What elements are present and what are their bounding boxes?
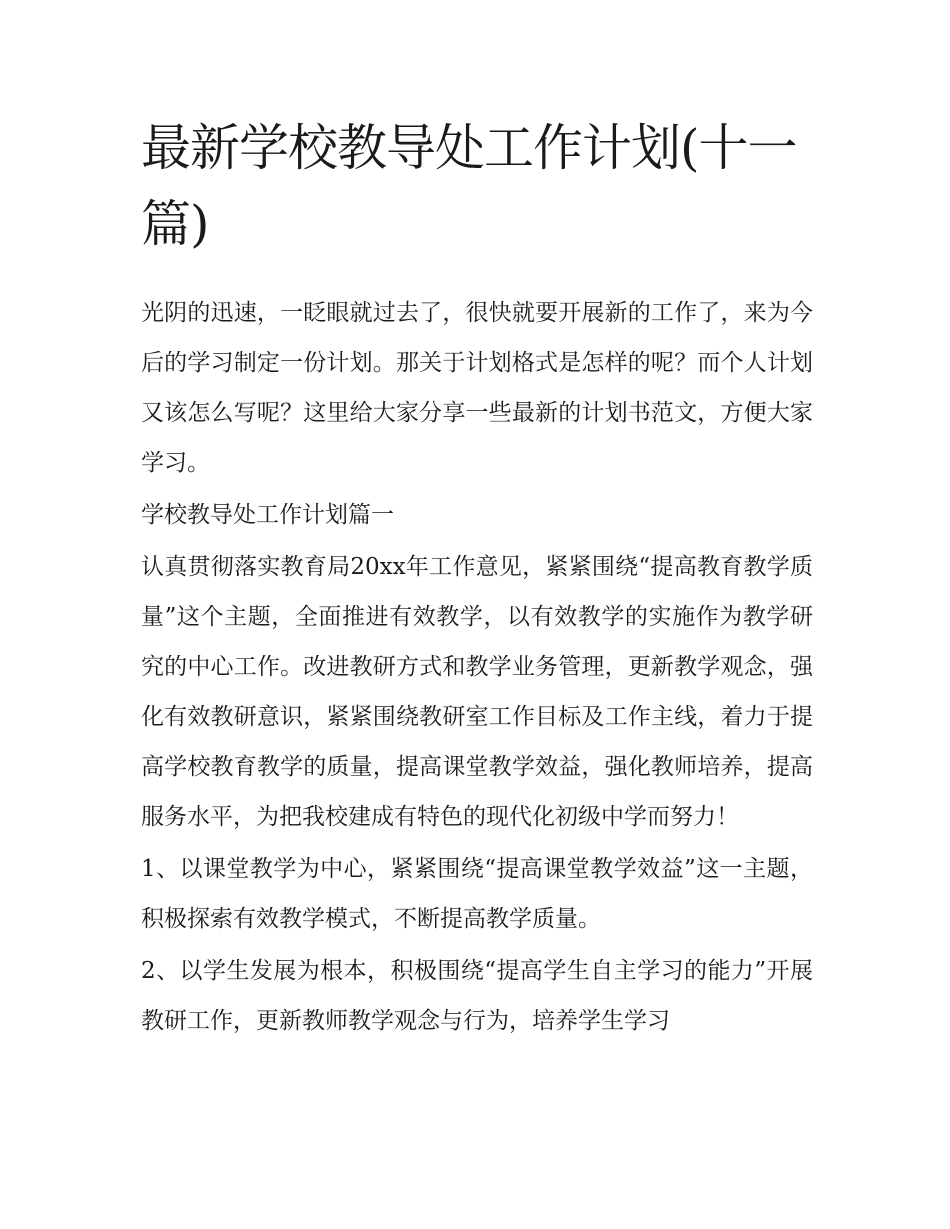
body-paragraph: 认真贯彻落实教育局20xx年工作意见，紧紧围绕“提高教育教学质量”这个主题，全面推进有效教学，以有效教学的实施作为教学研究的中心工作。改进教研方式和教学业务管理，更新教学观念，强化有效教研意识，紧紧围绕教研室工作目标及工作主线，着力于提高学校教育教学的质量，提高课堂教学效益，强化教师培养，提高服务水平，为把我校建成有特色的现代化初级中学而努力！ [141, 554, 813, 830]
list-item-1: 1、以课堂教学为中心，紧紧围绕“提高课堂教学效益”这一主题，积极探索有效教学模式，不断提高教学质量。 [141, 856, 813, 932]
section-heading: 学校教导处工作计划篇一 [141, 502, 394, 528]
list-item-2: 2、以学生发展为根本，积极围绕“提高学生自主学习的能力”开展教研工作，更新教师教学观念与行为，培养学生学习 [141, 958, 813, 1034]
intro-paragraph: 光阴的迅速，一眨眼就过去了，很快就要开展新的工作了，来为今后的学习制定一份计划。那关于计划格式是怎样的呢？而个人计划又该怎么写呢？这里给大家分享一些最新的计划书范文，方便大家学习。 [141, 300, 813, 476]
document-body [141, 110, 813, 1048]
document-title: 最新学校教导处工作计划(十一篇) [141, 119, 797, 253]
